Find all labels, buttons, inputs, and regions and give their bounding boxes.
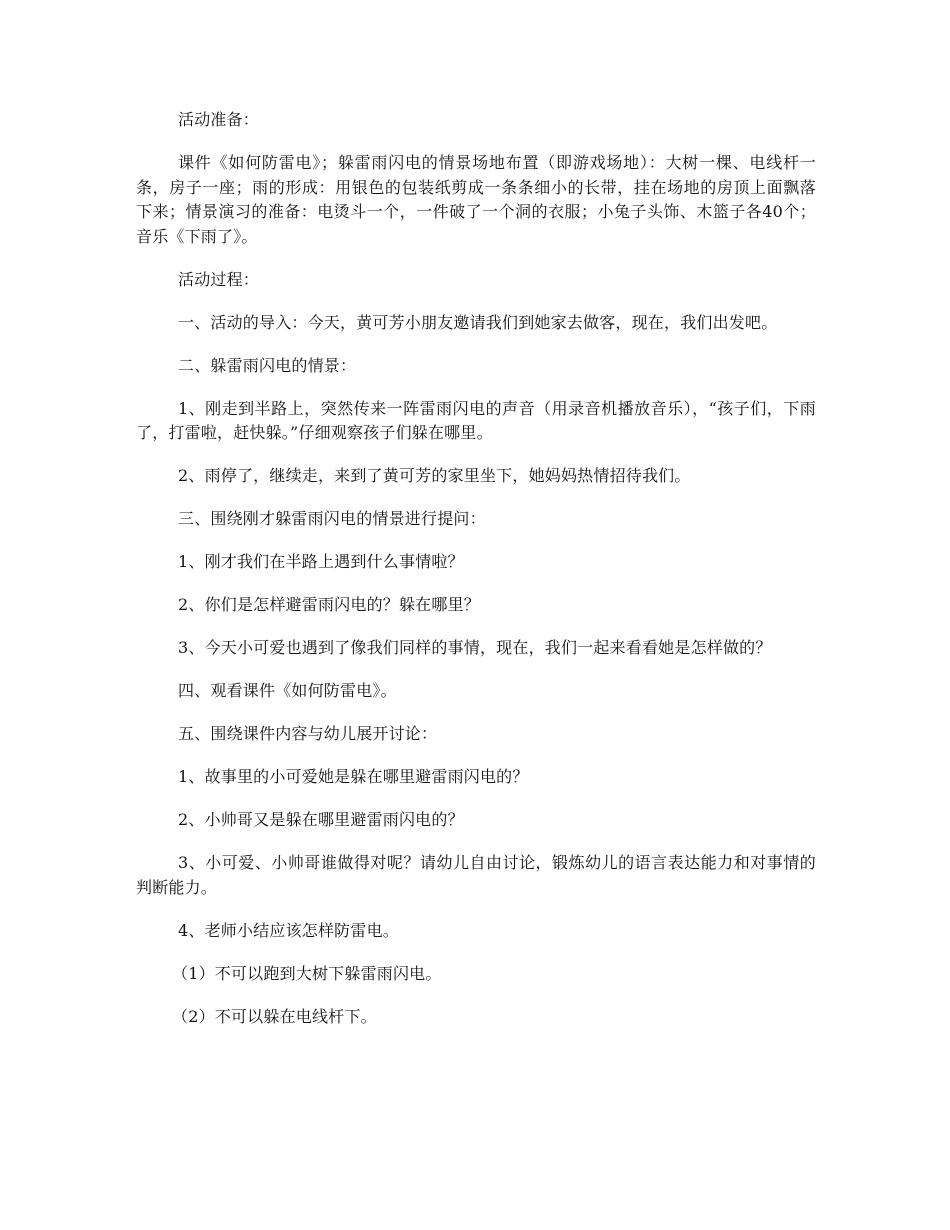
paragraph-summary-2: （2）不可以躲在电线杆下。 [172, 1006, 377, 1026]
paragraph-step-1: 一、活动的导入：今天，黄可芳小朋友邀请我们到她家去做客，现在，我们出发吧。 [178, 312, 778, 332]
document-page [136, 108, 816, 1029]
paragraph-step-5-3: 3、小可爱、小帅哥谁做得对呢？请幼儿自由讨论，锻炼幼儿的语言表达能力和对事情的判断能力。 [136, 853, 816, 897]
paragraph-step-3-3: 3、今天小可爱也遇到了像我们同样的事情，现在，我们一起来看看她是怎样做的？ [178, 638, 772, 657]
paragraph-step-5-4: 4、老师小结应该怎样防雷电。 [178, 920, 399, 940]
paragraph-step-5: 五、围绕课件内容与幼儿展开讨论： [178, 724, 438, 743]
paragraph-materials: 课件《如何防雷电》；躲雷雨闪电的情景场地布置（即游戏场地）：大树一棵、电线杆一条，房子一座；雨的形成：用银色的包装纸剪成一条条细小的长带，挂在场地的房顶上面飘落下来；情景演习的准备：电烫斗一个，一件破了一个洞的衣服；小兔子头饰、木篮子各40个；音乐《下雨了》。 [136, 153, 816, 246]
paragraph-summary-1: （1）不可以跑到大树下躲雷雨闪电。 [172, 963, 442, 983]
section-heading-preparation: 活动准备： [178, 110, 260, 129]
paragraph-step-4: 四、观看课件《如何防雷电》。 [178, 681, 397, 700]
paragraph-step-5-1: 1、故事里的小可爱她是躲在哪里避雷雨闪电的？ [178, 767, 529, 786]
paragraph-step-3-1: 1、刚才我们在半路上遇到什么事情啦？ [178, 552, 464, 571]
paragraph-step-3: 三、围绕刚才躲雷雨闪电的情景进行提问： [178, 509, 486, 528]
section-heading-process: 活动过程： [178, 269, 260, 289]
paragraph-step-5-2: 2、小帅哥又是躲在哪里避雷雨闪电的？ [178, 810, 464, 829]
paragraph-step-2-1: 1、刚走到半路上，突然传来一阵雷雨闪电的声音（用录音机播放音乐），“孩子们，下雨了，打雷啦，赶快躲。”仔细观察孩子们躲在哪里。 [136, 398, 816, 442]
paragraph-step-2: 二、躲雷雨闪电的情景： [178, 355, 357, 375]
paragraph-step-3-2: 2、你们是怎样避雷雨闪电的？躲在哪里？ [178, 595, 480, 614]
paragraph-step-2-2: 2、雨停了，继续走，来到了黄可芳的家里坐下，她妈妈热情招待我们。 [178, 466, 691, 485]
